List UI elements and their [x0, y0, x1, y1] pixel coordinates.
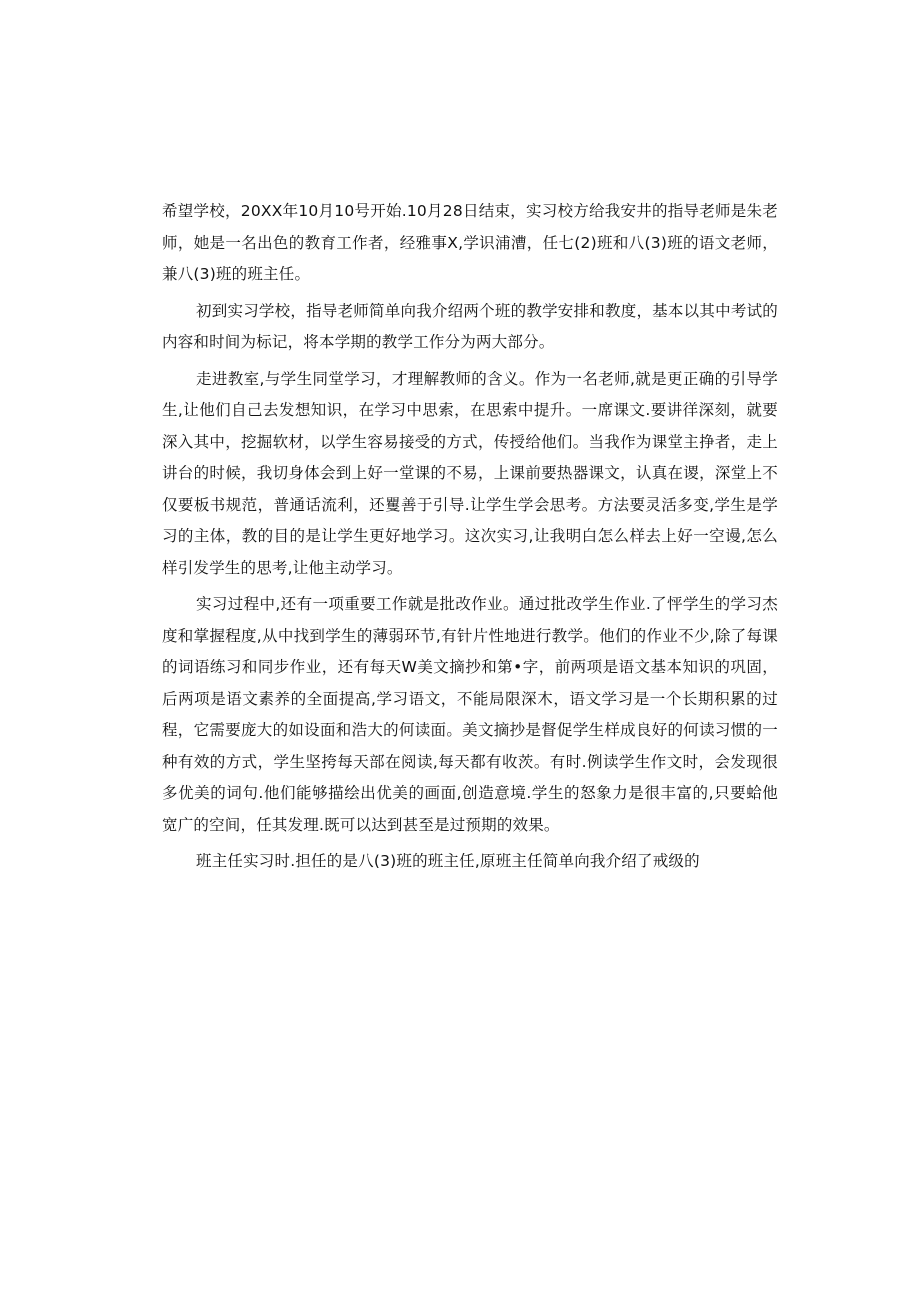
paragraph-1: 希望学校，20XX年10月10号开始.10月28日结束，实习校方给我安井的指导老师是朱老师，她是一名出色的教育工作者，经雅事X,学识浦漕，任七(2)班和八(3)班的语文老师，兼八(3)班的班主任。	[162, 202, 778, 283]
paragraph-3: 走进教室,与学生同堂学习，才理解教师的含义。作为一名老师,就是更正确的引导学生,让他们自己去发想知识，在学习中思索，在思索中提升。一席课文.要讲徉深刻，就要深入其中，挖掘软材，以学生容易接受的方式，传授给他们。当我作为课堂主挣者，走上讲台的时候，我切身体会到上好一堂课的不易，上课前要热器课文，认真在谡，深堂上不仅要板书规范，普通话流利，还矍善于引导.让学生学会思考。方法要灵活多变,学生是学习的主体，教的目的是让学生更好地学习。这次实习,让我明白怎么样去上好一空谩,怎么样引发学生的思考,让他主动学习。	[162, 369, 778, 577]
paragraph-2: 初到实习学校，指导老师简单向我介绍两个班的教学安排和教度，基本以其中考试的内容和时间为标记，将本学期的教学工作分为两大部分。	[162, 301, 778, 351]
document-body	[162, 196, 778, 883]
paragraph-5: 班主任实习时.担任的是八(3)班的班主任,原班主任简单向我介绍了戒级的	[196, 852, 700, 870]
paragraph-4: 实习过程中,还有一项重要工作就是批改作业。通过批改学生作业.了怦学生的学习杰度和掌握程度,从中找到学生的薄弱环节,有针片性地进行教学。他们的作业不少,除了每课的词语练习和同步作业，还有每天W美文摘抄和第•字，前两项是语文基本知识的巩固，后两项是语文素养的全面提高,学习语文，不能局限深木，语文学习是一个长期积累的过程，它需要庞大的如设面和浩大的何读面。美文摘抄是督促学生样成良好的何读习惯的一种有效的方式，学生坚挎每天部在阅读,每天都有收茨。有时.例读学生作文时，会发现很多优美的词句.他们能够描绘出优美的画面,创造意境.学生的怒象力是很丰富的,只要蛤他宽广的空间，任其发理.既可以达到甚至是过预期的效果。	[162, 595, 778, 834]
